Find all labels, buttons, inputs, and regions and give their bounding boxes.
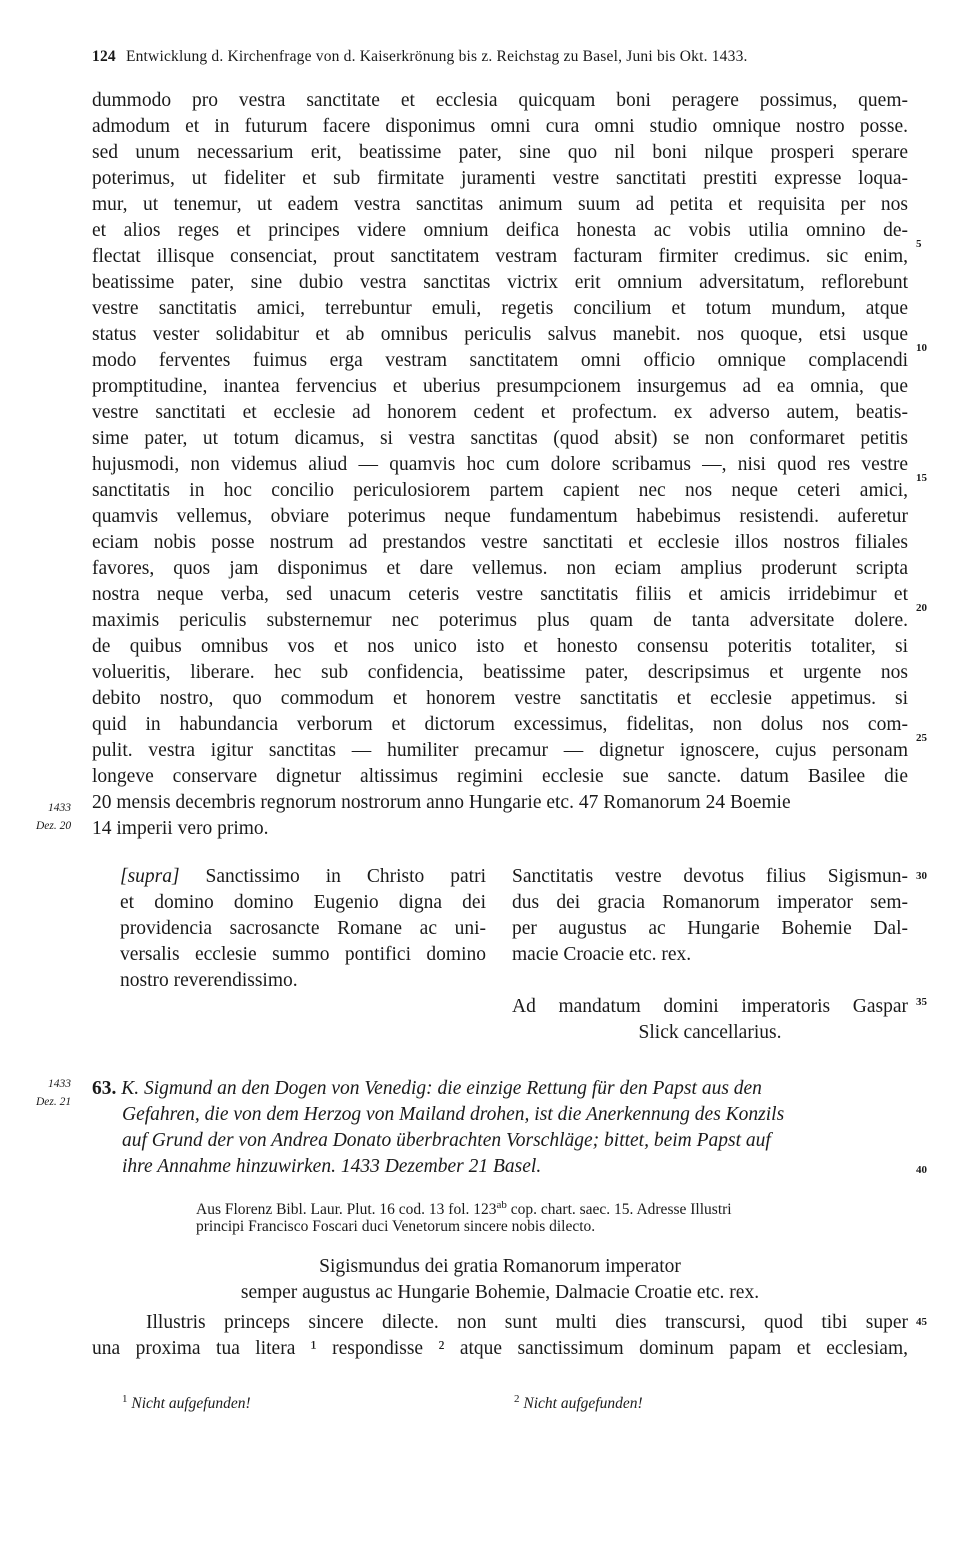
body-line: mur, ut tenemur, ut eadem vestra sanctitas animum suum ad petita et requisita per nos: [92, 194, 908, 215]
source-note-line: principi Francisco Foscari duci Venetorum sincere nobis dilecto.: [196, 1218, 596, 1235]
running-header: [92, 48, 748, 66]
address-left-line: et domino domino Eugenio digna dei: [120, 892, 486, 913]
body-line: admodum et in futurum facere disponimus omni cura omni studio omnique nostro posse.: [92, 116, 908, 137]
footnote: [514, 1393, 643, 1413]
letter-line: una proxima tua litera ¹ respondisse ² atque sanctissimum dominum papam et ecclesiam,: [92, 1338, 908, 1359]
line-number: 20: [916, 602, 927, 614]
address-right-line: dus dei gracia Romanorum imperator sem-: [512, 892, 908, 913]
document-heading-line: Gefahren, die von dem Herzog von Mailand drohen, ist die Anerkennung des Konzils: [122, 1104, 785, 1125]
page-number: 124: [92, 48, 116, 65]
body-line: de quibus omnibus vos et nos unico isto et honesto consensu poteritis totaliter, si: [92, 636, 908, 657]
footnote: [122, 1393, 251, 1413]
address-right-line: Sanctitatis vestre devotus filius Sigismun-: [512, 866, 908, 887]
body-line: 20 mensis decembris regnorum nostrorum anno Hungarie etc. 47 Romanorum 24 Boemie: [92, 792, 791, 813]
body-line: status vester solidabitur et ab omnibus periculis salvus manebit. nos quoque, etsi usque: [92, 324, 908, 345]
subscription-line: Slick cancellarius.: [638, 1022, 782, 1043]
intitulatio-line: semper augustus ac Hungarie Bohemie, Dalmacie Croatie etc. rex.: [240, 1282, 760, 1303]
body-line: eciam nobis posse nostrum ad prestandos vestre sanctitati et ecclesie illos nostros filiales: [92, 532, 908, 553]
body-line: pulit. vestra igitur sanctitas — humiliter precamur — dignetur ignoscere, cujus personam: [92, 740, 908, 761]
line-number: 40: [916, 1164, 927, 1176]
body-line: beatissime pater, sine dubio vestra sanctitas victrix erit omnium adversitatum, reflorebunt: [92, 272, 908, 293]
document-heading-line: ihre Annahme hinzuwirken. 1433 Dezember 21 Basel.: [122, 1156, 542, 1177]
footnote-text: Nicht aufgefunden!: [523, 1395, 643, 1413]
line-number: 15: [916, 472, 927, 484]
footnote-text: Nicht aufgefunden!: [131, 1395, 251, 1413]
body-line: et alios reges et principes videre omnium deifica honesta ac vobis utilia omnino de-: [92, 220, 908, 241]
body-line: quid in habundancia verborum et dictorum excessimus, fidelitas, non dolus nos com-: [92, 714, 908, 735]
margin-date-year: 1433: [48, 1078, 71, 1090]
body-line: vestre sanctitati et ecclesie ad honorem cedent et profectum. ex adverso autem, beatis-: [92, 402, 908, 423]
margin-date-day: Dez. 20: [36, 820, 72, 832]
address-left-line: versalis ecclesie summo pontifici domino: [120, 944, 486, 965]
footnote-marker: 2: [514, 1393, 520, 1405]
body-line: nostra neque verba, sed unacum ceteris vestre sanctitatis filiis et amicis irridebimur et: [92, 584, 908, 605]
body-line: 14 imperii vero primo.: [92, 818, 269, 839]
body-line: poterimus, ut fideliter et sub firmitate juramenti vestre sanctitati prestiti expresse loqua-: [92, 168, 908, 189]
document-heading-text: K. Sigmund an den Dogen von Venedig: die einzige Rettung für den Papst aus den: [121, 1078, 762, 1099]
address-right-line: macie Croacie etc. rex.: [512, 944, 692, 965]
address-left-line: providencia sacrosancte Romane ac uni-: [120, 918, 486, 939]
address-right-line: per augustus ac Hungarie Bohemie Dal-: [512, 918, 908, 939]
document-heading-line: [92, 1076, 908, 1102]
margin-date-year: 1433: [48, 802, 71, 814]
body-line: sanctitatis in hoc concilio periculosiorem partem capient nec nos neque ceteri amici,: [92, 480, 908, 501]
footnote-marker: 1: [122, 1393, 128, 1405]
address-left-line: nostro reverendissimo.: [120, 970, 298, 991]
body-line: maximis periculis substernemur nec poterimus plus quam de tanta adversitate dolere.: [92, 610, 908, 631]
source-text: Aus Florenz Bibl. Laur. Plut. 16 cod. 13 fol. 123: [196, 1201, 497, 1219]
document-number: 63.: [92, 1078, 117, 1099]
line-number: 35: [916, 996, 927, 1008]
body-line: vestre sanctitatis amici, terrebuntur emuli, regetis concilium et totum mundum, atque: [92, 298, 908, 319]
body-line: modo ferventes fuimus erga vestram sanctitatem omni officio omnique complacendi: [92, 350, 908, 371]
document-heading-line: auf Grund der von Andrea Donato überbrachten Vorschläge; bittet, beim Papst auf: [122, 1130, 771, 1151]
line-number: 30: [916, 870, 927, 882]
letter-line: Illustris princeps sincere dilecte. non sunt multi dies transcursi, quod tibi super: [146, 1312, 908, 1333]
body-line: favores, quos jam disponimus et dare vellemus. non eciam amplius proderunt scripta: [92, 558, 908, 579]
body-line: longeve conservare dignetur altissimus regimini ecclesie sue sancte. datum Basilee die: [92, 766, 908, 787]
subscription-line: Ad mandatum domini imperatoris Gaspar: [512, 996, 908, 1017]
line-number: 45: [916, 1316, 927, 1328]
body-line: flectat illisque consenciat, prout sanctitatem vestram facturam firmiter credimus. sic enim,: [92, 246, 908, 267]
body-line: sed unum necessarium erit, beatissime pater, sine quo nil boni nilque prosperi sperare: [92, 142, 908, 163]
folio-superscript: ab: [496, 1199, 507, 1211]
body-line: quamvis vellemus, obviare poterimus neque fundamentum habebimus resistendi. auferetur: [92, 506, 908, 527]
running-title: Entwicklung d. Kirchenfrage von d. Kaiserkrönung bis z. Reichstag zu Basel, Juni bis Okt. 1433.: [125, 48, 748, 65]
body-line: hujusmodi, non videmus aliud — quamvis hoc cum dolore scribamus —, nisi quod res vestre: [92, 454, 908, 475]
line-number: 10: [916, 342, 927, 354]
body-line: volueritis, liberare. hec sub confidencia, beatissime pater, descripsimus et urgente nos: [92, 662, 908, 683]
body-line: debito nostro, quo commodum et honorem vestre sanctitatis et ecclesie appetimus. si: [92, 688, 908, 709]
body-line: dummodo pro vestra sanctitate et ecclesia quicquam boni peragere possimus, quem-: [92, 90, 908, 111]
body-line: sime pater, ut totum dicamus, si vestra sanctitas (quod absit) se non conformaret petitis: [92, 428, 908, 449]
line-number: 5: [916, 238, 922, 250]
line-number: 25: [916, 732, 927, 744]
source-text: cop. chart. saec. 15. Adresse Illustri: [506, 1201, 732, 1219]
body-line: promptitudine, inantea fervencius et uberius presumpcionem insurgemus ad ea omnia, que: [92, 376, 908, 397]
intitulatio-line: Sigismundus dei gratia Romanorum imperator: [319, 1256, 681, 1277]
margin-date-day: Dez. 21: [36, 1096, 72, 1108]
address-left-line: [supra] Sanctissimo in Christo patri: [120, 866, 486, 887]
